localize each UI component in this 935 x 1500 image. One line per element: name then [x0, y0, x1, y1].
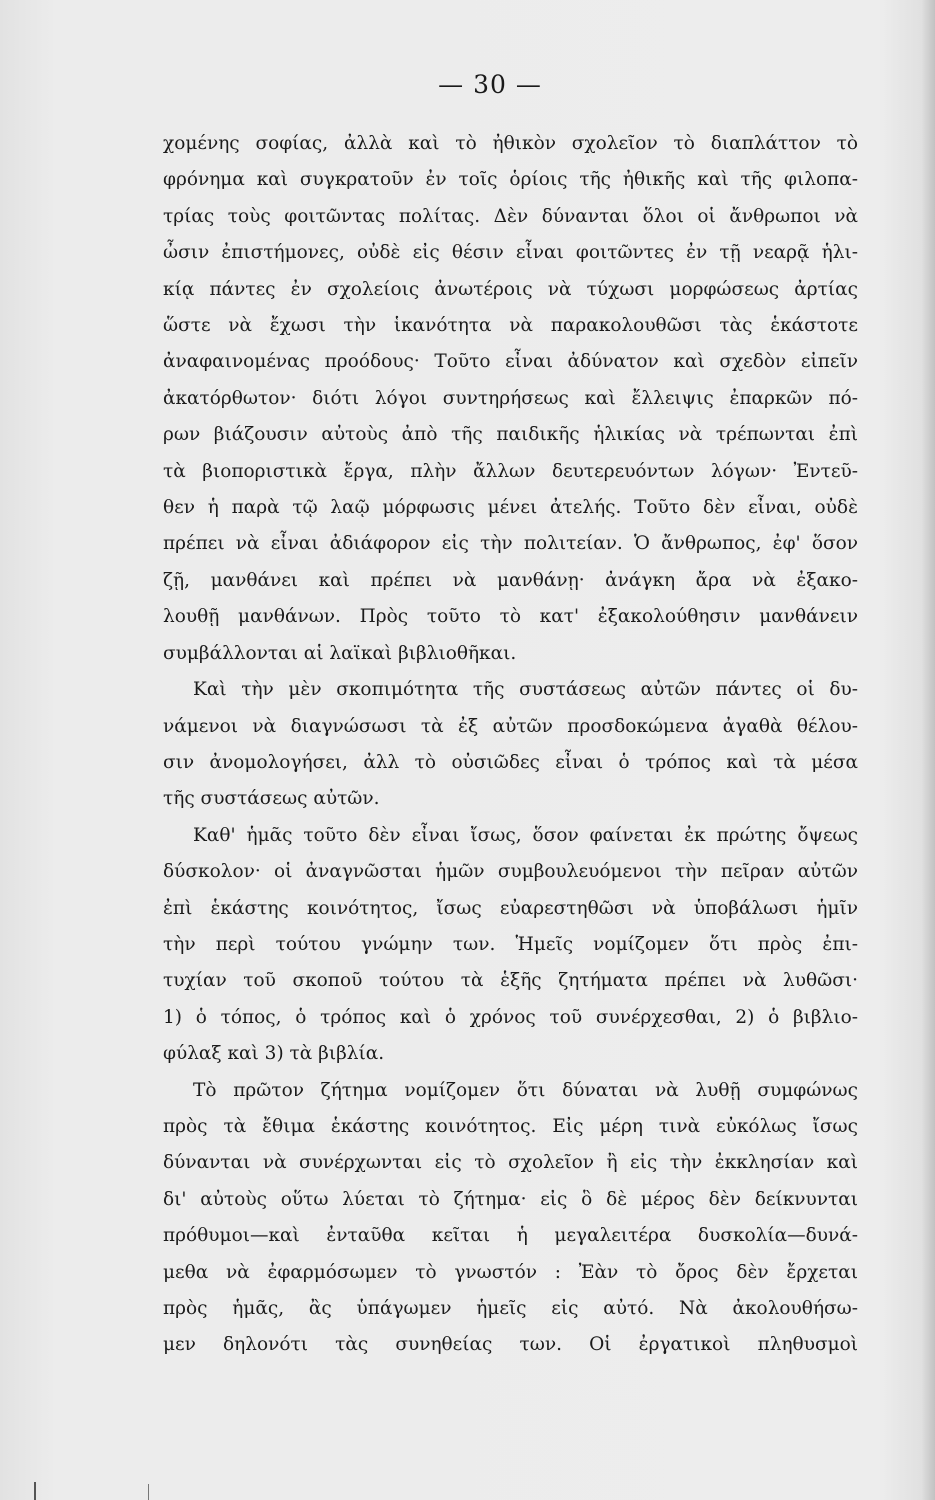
text-line: ἀναφαινομένας προόδους· Τοῦτο εἶναι ἀδύνατον καὶ σχεδὸν εἰπεῖν — [163, 351, 858, 373]
text-line: φρόνημα καὶ συγκρατοῦν ἐν τοῖς ὁρίοις τῆς ἠθικῆς καὶ τῆς φιλοπα- — [163, 169, 858, 191]
text-line: συμβάλλονται αἱ λαϊκαὶ βιβλιοθῆκαι. — [163, 642, 517, 664]
text-line: νάμενοι νὰ διαγνώσωσι τὰ ἐξ αὐτῶν προσδοκώμενα ἀγαθὰ θέλου- — [163, 715, 858, 737]
text-line: δύσκολον· οἱ ἀναγνῶσται ἡμῶν συμβουλευόμενοι τὴν πεῖραν αὐτῶν — [163, 861, 858, 883]
text-line: δι' αὐτοὺς οὕτω λύεται τὸ ζήτημα· εἰς ὃ δὲ μέρος δὲν δείκνυνται — [163, 1188, 858, 1210]
text-line: σιν ἀνομολογήσει, ἀλλ τὸ οὐσιῶδες εἶναι ὁ τρόπος καὶ τὰ μέσα — [163, 751, 858, 773]
text-line: θεν ἡ παρὰ τῷ λαῷ μόρφωσις μένει ἀτελής. Τοῦτο δὲν εἶναι, οὐδὲ — [163, 497, 858, 519]
text-line: λουθῇ μανθάνων. Πρὸς τοῦτο τὸ κατ' ἐξακολούθησιν μανθάνειν — [163, 606, 858, 628]
text-line: ὥστε νὰ ἔχωσι τὴν ἱκανότητα νὰ παρακολουθῶσι τὰς ἑκάστοτε — [163, 315, 858, 337]
text-line: φύλαξ καὶ 3) τὰ βιβλία. — [163, 1043, 385, 1065]
text-line: τὰ βιοποριστικὰ ἔργα, πλὴν ἄλλων δευτερευόντων λόγων· Ἐντεῦ- — [163, 460, 858, 482]
text-line: 1) ὁ τόπος, ὁ τρόπος καὶ ὁ χρόνος τοῦ συνέρχεσθαι, 2) ὁ βιβλιο- — [163, 1006, 858, 1028]
scan-mark — [34, 1482, 36, 1500]
text-line: ὦσιν ἐπιστήμονες, οὐδὲ εἰς θέσιν εἶναι φοιτῶντες ἐν τῇ νεαρᾷ ἡλι- — [163, 242, 858, 264]
text-line: χομένης σοφίας, ἀλλὰ καὶ τὸ ἠθικὸν σχολεῖον τὸ διαπλάττον τὸ — [163, 133, 858, 154]
scan-mark — [148, 1484, 149, 1500]
text-line: Καθ' ἡμᾶς τοῦτο δὲν εἶναι ἴσως, ὅσον φαίνεται ἐκ πρώτης ὄψεως — [193, 824, 858, 846]
text-line: κίᾳ πάντες ἐν σχολείοις ἀνωτέροις νὰ τύχωσι μορφώσεως ἀρτίας — [163, 278, 858, 300]
text-line: ἀκατόρθωτον· διότι λόγοι συντηρήσεως καὶ ἔλλειψις ἐπαρκῶν πό- — [163, 387, 858, 409]
text-line: Καὶ τὴν μὲν σκοπιμότητα τῆς συστάσεως αὐτῶν πάντες οἱ δυ- — [193, 679, 858, 701]
text-line: πρὸς τὰ ἔθιμα ἑκάστης κοινότητος. Εἰς μέρη τινὰ εὐκόλως ἴσως — [163, 1115, 858, 1137]
text-line: τυχίαν τοῦ σκοποῦ τούτου τὰ ἑξῆς ζητήματα πρέπει νὰ λυθῶσι· — [163, 970, 858, 992]
text-line: πρέπει νὰ εἶναι ἀδιάφορον εἰς τὴν πολιτείαν. Ὁ ἄνθρωπος, ἐφ' ὅσον — [163, 533, 858, 555]
text-line: μεν δηλονότι τὰς συνηθείας των. Οἱ ἐργατικοὶ πληθυσμοὶ — [163, 1334, 858, 1356]
text-line: Τὸ πρῶτον ζήτημα νομίζομεν ὅτι δύναται νὰ λυθῇ συμφώνως — [193, 1079, 858, 1101]
page-number: — 30 — — [438, 70, 542, 99]
body-text — [163, 126, 858, 1364]
text-line: πρὸς ἡμᾶς, ἂς ὑπάγωμεν ἡμεῖς εἰς αὐτό. Νὰ ἀκολουθήσω- — [163, 1298, 858, 1319]
text-line: δύνανται νὰ συνέρχωνται εἰς τὸ σχολεῖον ἢ εἰς τὴν ἐκκλησίαν καὶ — [163, 1152, 858, 1174]
text-line: πρόθυμοι—καὶ ἐνταῦθα κεῖται ἡ μεγαλειτέρα δυσκολία—δυνά- — [163, 1225, 858, 1247]
text-line: ζῇ, μανθάνει καὶ πρέπει νὰ μανθάνῃ· ἀνάγκη ἄρα νὰ ἐξακο- — [163, 569, 858, 591]
text-line: τρίας τοὺς φοιτῶντας πολίτας. Δὲν δύνανται ὅλοι οἱ ἄνθρωποι νὰ — [163, 205, 858, 227]
text-line: τὴν περὶ τούτου γνώμην των. Ἡμεῖς νομίζομεν ὅτι πρὸς ἐπι- — [163, 933, 858, 955]
text-line: τῆς συστάσεως αὐτῶν. — [163, 788, 380, 810]
text-line: ἐπὶ ἑκάστης κοινότητος, ἴσως εὐαρεστηθῶσι νὰ ὑποβάλωσι ἡμῖν — [163, 897, 858, 919]
text-line: μεθα νὰ ἐφαρμόσωμεν τὸ γνωστόν : Ἐὰν τὸ ὄρος δὲν ἔρχεται — [163, 1261, 858, 1283]
text-line: ρων βιάζουσιν αὐτοὺς ἀπὸ τῆς παιδικῆς ἡλικίας νὰ τρέπωνται ἐπὶ — [163, 424, 858, 446]
